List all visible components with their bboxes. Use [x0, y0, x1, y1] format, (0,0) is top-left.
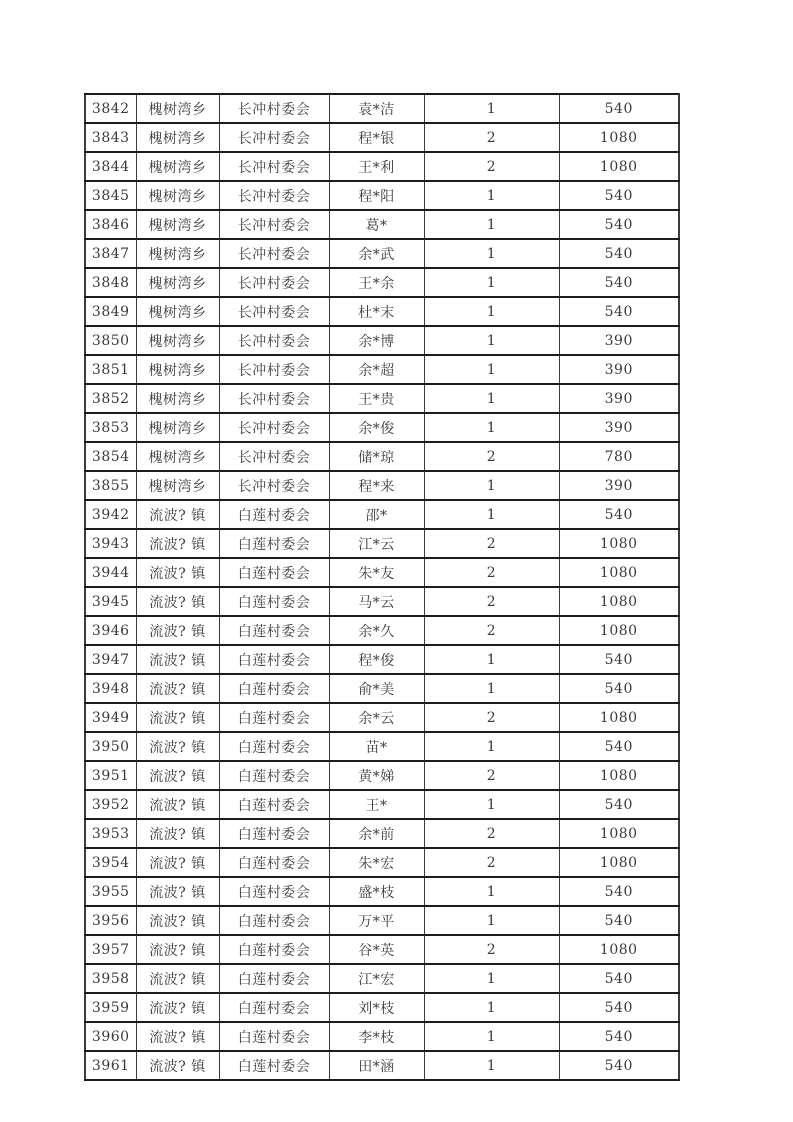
- cell-amount: 540: [559, 268, 679, 297]
- cell-count: 2: [424, 819, 559, 848]
- cell-amount: 1080: [559, 616, 679, 645]
- cell-masked-name: 王*: [329, 790, 424, 819]
- cell-masked-name: 谷*英: [329, 935, 424, 964]
- cell-village-committee: 长冲村委会: [219, 123, 329, 152]
- cell-masked-name: 余*武: [329, 239, 424, 268]
- cell-count: 2: [424, 761, 559, 790]
- cell-serial: 3956: [85, 906, 136, 935]
- cell-village-committee: 长冲村委会: [219, 297, 329, 326]
- cell-serial: 3850: [85, 326, 136, 355]
- cell-township: 流波? 镇: [136, 761, 219, 790]
- cell-masked-name: 邵*: [329, 500, 424, 529]
- cell-amount: 540: [559, 181, 679, 210]
- table-row: [85, 848, 679, 877]
- cell-village-committee: 白莲村委会: [219, 935, 329, 964]
- table-row: [85, 384, 679, 413]
- cell-serial: 3944: [85, 558, 136, 587]
- table-row: [85, 877, 679, 906]
- cell-township: 流波? 镇: [136, 732, 219, 761]
- cell-count: 1: [424, 239, 559, 268]
- cell-count: 1: [424, 674, 559, 703]
- beneficiary-table: [84, 93, 680, 1081]
- cell-count: 1: [424, 94, 559, 123]
- cell-township: 槐树湾乡: [136, 355, 219, 384]
- cell-amount: 1080: [559, 152, 679, 181]
- table-row: [85, 1022, 679, 1051]
- cell-village-committee: 白莲村委会: [219, 1022, 329, 1051]
- cell-count: 1: [424, 384, 559, 413]
- cell-count: 1: [424, 645, 559, 674]
- cell-serial: 3845: [85, 181, 136, 210]
- cell-masked-name: 李*枝: [329, 1022, 424, 1051]
- cell-count: 2: [424, 152, 559, 181]
- cell-count: 2: [424, 703, 559, 732]
- cell-serial: 3846: [85, 210, 136, 239]
- cell-village-committee: 白莲村委会: [219, 529, 329, 558]
- table-row: [85, 413, 679, 442]
- cell-masked-name: 余*超: [329, 355, 424, 384]
- table-row: [85, 732, 679, 761]
- cell-amount: 540: [559, 790, 679, 819]
- cell-serial: 3953: [85, 819, 136, 848]
- table-row: [85, 152, 679, 181]
- cell-township: 槐树湾乡: [136, 413, 219, 442]
- cell-serial: 3854: [85, 442, 136, 471]
- cell-township: 流波? 镇: [136, 877, 219, 906]
- cell-amount: 540: [559, 674, 679, 703]
- cell-village-committee: 白莲村委会: [219, 558, 329, 587]
- cell-amount: 1080: [559, 935, 679, 964]
- cell-amount: 540: [559, 906, 679, 935]
- cell-masked-name: 余*云: [329, 703, 424, 732]
- cell-serial: 3960: [85, 1022, 136, 1051]
- cell-count: 1: [424, 993, 559, 1022]
- table-body: [85, 94, 679, 1080]
- table-row: [85, 210, 679, 239]
- cell-count: 1: [424, 500, 559, 529]
- cell-township: 流波? 镇: [136, 529, 219, 558]
- cell-count: 2: [424, 123, 559, 152]
- table-row: [85, 326, 679, 355]
- cell-township: 槐树湾乡: [136, 152, 219, 181]
- cell-masked-name: 余*前: [329, 819, 424, 848]
- cell-amount: 390: [559, 326, 679, 355]
- table-row: [85, 123, 679, 152]
- cell-township: 槐树湾乡: [136, 384, 219, 413]
- cell-masked-name: 程*银: [329, 123, 424, 152]
- table-row: [85, 297, 679, 326]
- cell-masked-name: 盛*枝: [329, 877, 424, 906]
- cell-amount: 540: [559, 1022, 679, 1051]
- cell-masked-name: 余*久: [329, 616, 424, 645]
- cell-serial: 3949: [85, 703, 136, 732]
- cell-masked-name: 黄*娣: [329, 761, 424, 790]
- table-row: [85, 674, 679, 703]
- cell-village-committee: 长冲村委会: [219, 326, 329, 355]
- cell-amount: 540: [559, 297, 679, 326]
- cell-serial: 3843: [85, 123, 136, 152]
- cell-village-committee: 长冲村委会: [219, 152, 329, 181]
- cell-serial: 3958: [85, 964, 136, 993]
- table-row: [85, 993, 679, 1022]
- cell-serial: 3855: [85, 471, 136, 500]
- cell-amount: 1080: [559, 703, 679, 732]
- cell-masked-name: 王*利: [329, 152, 424, 181]
- cell-masked-name: 余*俊: [329, 413, 424, 442]
- cell-masked-name: 俞*美: [329, 674, 424, 703]
- cell-serial: 3942: [85, 500, 136, 529]
- cell-count: 1: [424, 732, 559, 761]
- cell-amount: 1080: [559, 529, 679, 558]
- cell-count: 1: [424, 906, 559, 935]
- table-row: [85, 442, 679, 471]
- cell-village-committee: 白莲村委会: [219, 761, 329, 790]
- cell-amount: 1080: [559, 819, 679, 848]
- cell-village-committee: 长冲村委会: [219, 94, 329, 123]
- table-row: [85, 790, 679, 819]
- cell-village-committee: 长冲村委会: [219, 355, 329, 384]
- cell-township: 流波? 镇: [136, 1022, 219, 1051]
- cell-amount: 540: [559, 964, 679, 993]
- cell-count: 1: [424, 1051, 559, 1080]
- cell-township: 槐树湾乡: [136, 123, 219, 152]
- cell-serial: 3943: [85, 529, 136, 558]
- cell-count: 2: [424, 558, 559, 587]
- cell-amount: 390: [559, 384, 679, 413]
- cell-village-committee: 白莲村委会: [219, 964, 329, 993]
- cell-masked-name: 田*涵: [329, 1051, 424, 1080]
- cell-amount: 540: [559, 500, 679, 529]
- cell-village-committee: 白莲村委会: [219, 906, 329, 935]
- cell-village-committee: 白莲村委会: [219, 616, 329, 645]
- cell-serial: 3952: [85, 790, 136, 819]
- cell-amount: 1080: [559, 558, 679, 587]
- cell-village-committee: 长冲村委会: [219, 442, 329, 471]
- cell-count: 1: [424, 413, 559, 442]
- cell-township: 流波? 镇: [136, 790, 219, 819]
- cell-township: 槐树湾乡: [136, 326, 219, 355]
- cell-amount: 540: [559, 94, 679, 123]
- cell-serial: 3851: [85, 355, 136, 384]
- cell-serial: 3961: [85, 1051, 136, 1080]
- cell-village-committee: 白莲村委会: [219, 703, 329, 732]
- cell-amount: 540: [559, 239, 679, 268]
- cell-masked-name: 袁*洁: [329, 94, 424, 123]
- cell-serial: 3947: [85, 645, 136, 674]
- cell-masked-name: 刘*枝: [329, 993, 424, 1022]
- cell-amount: 540: [559, 993, 679, 1022]
- cell-serial: 3950: [85, 732, 136, 761]
- cell-masked-name: 王*余: [329, 268, 424, 297]
- table-row: [85, 935, 679, 964]
- table-row: [85, 181, 679, 210]
- cell-masked-name: 杜*末: [329, 297, 424, 326]
- cell-amount: 390: [559, 413, 679, 442]
- cell-township: 流波? 镇: [136, 964, 219, 993]
- cell-serial: 3852: [85, 384, 136, 413]
- cell-township: 槐树湾乡: [136, 268, 219, 297]
- table-row: [85, 239, 679, 268]
- cell-township: 流波? 镇: [136, 558, 219, 587]
- cell-masked-name: 程*俊: [329, 645, 424, 674]
- cell-township: 流波? 镇: [136, 848, 219, 877]
- table-row: [85, 268, 679, 297]
- cell-serial: 3959: [85, 993, 136, 1022]
- table-row: [85, 906, 679, 935]
- table-row: [85, 1051, 679, 1080]
- cell-village-committee: 白莲村委会: [219, 790, 329, 819]
- cell-masked-name: 储*琼: [329, 442, 424, 471]
- cell-serial: 3844: [85, 152, 136, 181]
- cell-count: 1: [424, 1022, 559, 1051]
- cell-township: 槐树湾乡: [136, 94, 219, 123]
- cell-serial: 3847: [85, 239, 136, 268]
- cell-township: 槐树湾乡: [136, 471, 219, 500]
- cell-masked-name: 马*云: [329, 587, 424, 616]
- cell-township: 流波? 镇: [136, 674, 219, 703]
- cell-serial: 3948: [85, 674, 136, 703]
- cell-masked-name: 葛*: [329, 210, 424, 239]
- cell-masked-name: 王*贵: [329, 384, 424, 413]
- cell-village-committee: 长冲村委会: [219, 181, 329, 210]
- cell-serial: 3853: [85, 413, 136, 442]
- cell-serial: 3951: [85, 761, 136, 790]
- cell-amount: 1080: [559, 123, 679, 152]
- cell-count: 1: [424, 790, 559, 819]
- table-row: [85, 94, 679, 123]
- cell-amount: 540: [559, 877, 679, 906]
- cell-township: 流波? 镇: [136, 1051, 219, 1080]
- cell-village-committee: 白莲村委会: [219, 587, 329, 616]
- cell-masked-name: 朱*宏: [329, 848, 424, 877]
- cell-township: 槐树湾乡: [136, 181, 219, 210]
- table-row: [85, 558, 679, 587]
- cell-township: 流波? 镇: [136, 587, 219, 616]
- cell-village-committee: 长冲村委会: [219, 413, 329, 442]
- cell-amount: 390: [559, 471, 679, 500]
- cell-township: 槐树湾乡: [136, 210, 219, 239]
- cell-township: 流波? 镇: [136, 935, 219, 964]
- cell-township: 流波? 镇: [136, 616, 219, 645]
- cell-serial: 3945: [85, 587, 136, 616]
- cell-village-committee: 白莲村委会: [219, 848, 329, 877]
- cell-masked-name: 万*平: [329, 906, 424, 935]
- cell-serial: 3849: [85, 297, 136, 326]
- cell-count: 1: [424, 471, 559, 500]
- cell-count: 2: [424, 587, 559, 616]
- cell-village-committee: 白莲村委会: [219, 732, 329, 761]
- cell-amount: 540: [559, 645, 679, 674]
- table-row: [85, 761, 679, 790]
- cell-amount: 390: [559, 355, 679, 384]
- cell-amount: 540: [559, 1051, 679, 1080]
- cell-masked-name: 江*云: [329, 529, 424, 558]
- cell-township: 流波? 镇: [136, 993, 219, 1022]
- cell-township: 流波? 镇: [136, 819, 219, 848]
- table-row: [85, 964, 679, 993]
- cell-count: 1: [424, 181, 559, 210]
- table-row: [85, 645, 679, 674]
- table-row: [85, 819, 679, 848]
- cell-serial: 3957: [85, 935, 136, 964]
- cell-village-committee: 白莲村委会: [219, 674, 329, 703]
- document-page: [84, 93, 680, 1081]
- cell-count: 2: [424, 848, 559, 877]
- cell-amount: 1080: [559, 848, 679, 877]
- cell-serial: 3946: [85, 616, 136, 645]
- cell-masked-name: 程*阳: [329, 181, 424, 210]
- cell-count: 2: [424, 529, 559, 558]
- cell-count: 2: [424, 935, 559, 964]
- cell-township: 槐树湾乡: [136, 442, 219, 471]
- cell-amount: 540: [559, 732, 679, 761]
- cell-serial: 3954: [85, 848, 136, 877]
- table-row: [85, 587, 679, 616]
- cell-amount: 1080: [559, 761, 679, 790]
- cell-village-committee: 长冲村委会: [219, 268, 329, 297]
- cell-township: 流波? 镇: [136, 703, 219, 732]
- cell-village-committee: 白莲村委会: [219, 1051, 329, 1080]
- cell-township: 流波? 镇: [136, 500, 219, 529]
- cell-amount: 780: [559, 442, 679, 471]
- cell-serial: 3842: [85, 94, 136, 123]
- cell-masked-name: 余*博: [329, 326, 424, 355]
- cell-count: 2: [424, 616, 559, 645]
- table-row: [85, 703, 679, 732]
- cell-serial: 3955: [85, 877, 136, 906]
- cell-count: 1: [424, 297, 559, 326]
- cell-count: 1: [424, 326, 559, 355]
- cell-count: 1: [424, 210, 559, 239]
- cell-township: 流波? 镇: [136, 906, 219, 935]
- cell-village-committee: 白莲村委会: [219, 819, 329, 848]
- cell-amount: 540: [559, 210, 679, 239]
- cell-village-committee: 白莲村委会: [219, 645, 329, 674]
- table-row: [85, 471, 679, 500]
- cell-serial: 3848: [85, 268, 136, 297]
- cell-village-committee: 白莲村委会: [219, 500, 329, 529]
- table-row: [85, 355, 679, 384]
- cell-masked-name: 江*宏: [329, 964, 424, 993]
- cell-township: 流波? 镇: [136, 645, 219, 674]
- cell-count: 2: [424, 442, 559, 471]
- cell-count: 1: [424, 355, 559, 384]
- cell-village-committee: 白莲村委会: [219, 877, 329, 906]
- table-row: [85, 616, 679, 645]
- table-row: [85, 500, 679, 529]
- cell-village-committee: 长冲村委会: [219, 239, 329, 268]
- cell-masked-name: 朱*友: [329, 558, 424, 587]
- cell-count: 1: [424, 964, 559, 993]
- cell-amount: 1080: [559, 587, 679, 616]
- cell-masked-name: 苗*: [329, 732, 424, 761]
- cell-masked-name: 程*来: [329, 471, 424, 500]
- cell-village-committee: 长冲村委会: [219, 384, 329, 413]
- cell-count: 1: [424, 877, 559, 906]
- cell-township: 槐树湾乡: [136, 239, 219, 268]
- table-row: [85, 529, 679, 558]
- cell-village-committee: 长冲村委会: [219, 210, 329, 239]
- cell-village-committee: 长冲村委会: [219, 471, 329, 500]
- cell-village-committee: 白莲村委会: [219, 993, 329, 1022]
- cell-count: 1: [424, 268, 559, 297]
- cell-township: 槐树湾乡: [136, 297, 219, 326]
